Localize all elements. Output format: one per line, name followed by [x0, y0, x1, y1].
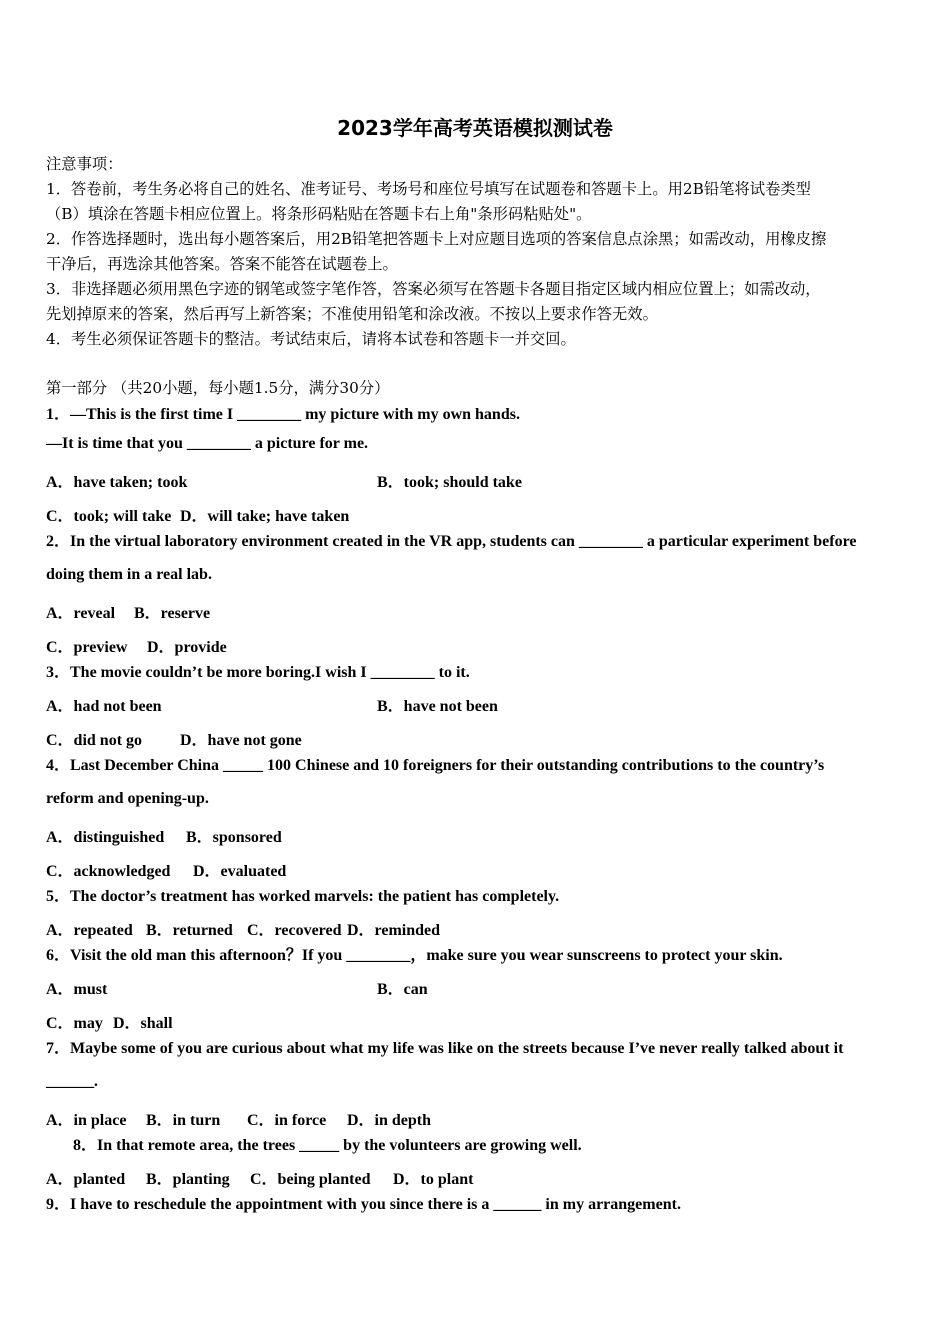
option-c: C．being planted: [250, 1171, 371, 1188]
option-a: A．distinguished: [46, 829, 165, 846]
option-c: C．in force: [247, 1112, 327, 1129]
option-a: A．in place: [46, 1112, 127, 1129]
notice-line: 4．考生必须保证答题卡的整洁。考试结束后，请将本试卷和答题卡一并交回。: [46, 330, 576, 348]
notice-line: 先划掉原来的答案，然后再写上新答案；不准使用铅笔和涂改液。不按以上要求作答无效。: [46, 305, 658, 323]
option-b: B．can: [377, 981, 428, 998]
question-stem: 4．Last December China _____ 100 Chinese and 10 foreigners for their outstanding contributions to the country’s: [46, 757, 825, 774]
option-d: D．shall: [113, 1015, 173, 1032]
question-stem: 6．Visit the old man this afternoon？If you ________，make sure you wear sunscreens to protect your skin.: [46, 947, 783, 964]
question-stem: 1．—This is the first time I ________ my picture with my own hands.: [46, 406, 520, 423]
question-stem: 8．In that remote area, the trees _____ by the volunteers are growing well.: [73, 1137, 582, 1154]
option-b: B．in turn: [146, 1112, 221, 1129]
page-title: 2023学年高考英语模拟测试卷: [337, 116, 613, 140]
notice-line: 1．答卷前，考生务必将自己的姓名、准考证号、考场号和座位号填写在试题卷和答题卡上。用2B铅笔将试卷类型: [46, 180, 811, 198]
option-d: D．reminded: [347, 922, 441, 939]
option-a: A．planted: [46, 1171, 126, 1188]
option-c: C．did not go: [46, 732, 143, 749]
option-c: C．may: [46, 1015, 103, 1032]
option-d: D．will take; have taken: [180, 508, 350, 525]
option-c: C．recovered: [247, 922, 342, 939]
option-b: B．planting: [146, 1171, 230, 1188]
option-b: B．sponsored: [186, 829, 282, 846]
option-b: B．took; should take: [377, 474, 522, 491]
section-heading: 第一部分 （共20小题，每小题1.5分，满分30分）: [46, 379, 390, 397]
option-b: B．returned: [146, 922, 233, 939]
question-stem: 7．Maybe some of you are curious about what my life was like on the streets because I’ve never really talked about it: [46, 1040, 844, 1057]
notice-line: 2．作答选择题时，选出每小题答案后，用2B铅笔把答题卡上对应题目选项的答案信息点涂黑；如需改动，用橡皮擦: [46, 230, 827, 248]
option-d: D．have not gone: [180, 732, 302, 749]
option-d: D．in depth: [347, 1112, 432, 1129]
question-stem: 2．In the virtual laboratory environment created in the VR app, students can ________ a particular experiment before: [46, 533, 857, 550]
question-stem: 3．The movie couldn’t be more boring.I wish I ________ to it.: [46, 664, 470, 681]
notice-heading: 注意事项：: [46, 155, 123, 173]
option-b: B．reserve: [134, 605, 211, 622]
option-d: D．provide: [147, 639, 227, 656]
option-c: C．preview: [46, 639, 128, 656]
question-stem: ______.: [46, 1073, 98, 1090]
option-a: A．reveal: [46, 605, 116, 622]
notice-line: 3．非选择题必须用黑色字迹的钢笔或签字笔作答，答案必须写在答题卡各题目指定区域内相应位置上；如需改动，: [46, 280, 821, 298]
option-c: C．took; will take: [46, 508, 172, 525]
option-c: C．acknowledged: [46, 863, 171, 880]
option-a: A．have taken; took: [46, 474, 188, 491]
option-a: A．had not been: [46, 698, 162, 715]
option-d: D．to plant: [393, 1171, 474, 1188]
question-stem: 5．The doctor’s treatment has worked marvels: the patient has completely.: [46, 888, 560, 905]
option-a: A．repeated: [46, 922, 133, 939]
option-d: D．evaluated: [193, 863, 287, 880]
question-stem: reform and opening-up.: [46, 790, 209, 807]
question-stem: doing them in a real lab.: [46, 566, 212, 583]
notice-line: （B）填涂在答题卡相应位置上。将条形码粘贴在答题卡右上角"条形码粘贴处"。: [46, 205, 592, 223]
notice-line: 干净后，再选涂其他答案。答案不能答在试题卷上。: [46, 255, 398, 273]
question-stem: 9．I have to reschedule the appointment with you since there is a ______ in my arrangement.: [46, 1196, 681, 1213]
option-a: A．must: [46, 981, 108, 998]
option-b: B．have not been: [377, 698, 498, 715]
question-stem: —It is time that you ________ a picture for me.: [46, 435, 369, 452]
